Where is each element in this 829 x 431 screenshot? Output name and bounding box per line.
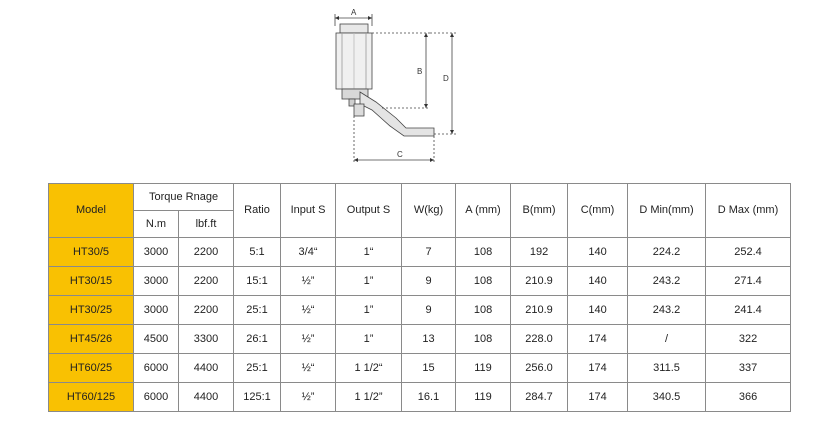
d-max-cell: 252.4 [706, 238, 791, 267]
torque-nm-cell: 4500 [134, 325, 179, 354]
wrench-diagram [320, 4, 470, 174]
output-cell: 1” [336, 325, 402, 354]
torque-nm-cell: 3000 [134, 238, 179, 267]
torque-nm-cell: 3000 [134, 267, 179, 296]
b-cell: 228.0 [511, 325, 568, 354]
header-weight: W(kg) [402, 184, 456, 238]
input-cell: ½“ [281, 296, 336, 325]
table-row [49, 296, 791, 325]
input-cell: ½” [281, 383, 336, 412]
header-model: Model [49, 184, 134, 238]
d-max-cell: 322 [706, 325, 791, 354]
input-cell: ½” [281, 325, 336, 354]
torque-lbf-cell: 2200 [179, 296, 234, 325]
torque-lbf-cell: 4400 [179, 383, 234, 412]
header-ratio: Ratio [234, 184, 281, 238]
c-cell: 140 [568, 238, 628, 267]
torque-lbf-cell: 3300 [179, 325, 234, 354]
ratio-cell: 26:1 [234, 325, 281, 354]
c-cell: 174 [568, 325, 628, 354]
b-cell: 210.9 [511, 267, 568, 296]
output-square [354, 104, 364, 116]
d-max-cell: 337 [706, 354, 791, 383]
b-cell: 210.9 [511, 296, 568, 325]
d-max-cell: 366 [706, 383, 791, 412]
table-row [49, 238, 791, 267]
ratio-cell: 125:1 [234, 383, 281, 412]
torque-nm-cell: 6000 [134, 383, 179, 412]
a-cell: 119 [456, 354, 511, 383]
header-torque-nm: N.m [134, 211, 179, 238]
output-cell: 1” [336, 296, 402, 325]
d-min-cell: 340.5 [628, 383, 706, 412]
input-cell: ½“ [281, 354, 336, 383]
header-c: C(mm) [568, 184, 628, 238]
table-row [49, 383, 791, 412]
dim-d-label: D [443, 74, 449, 83]
torque-lbf-cell: 2200 [179, 267, 234, 296]
weight-cell: 9 [402, 296, 456, 325]
torque-nm-cell: 3000 [134, 296, 179, 325]
dim-b-label: B [417, 67, 423, 76]
model-cell: HT30/15 [49, 267, 134, 296]
model-cell: HT60/25 [49, 354, 134, 383]
table-row [49, 267, 791, 296]
d-min-cell: 243.2 [628, 267, 706, 296]
tool-cap [340, 24, 368, 33]
model-cell: HT30/25 [49, 296, 134, 325]
weight-cell: 15 [402, 354, 456, 383]
torque-lbf-cell: 2200 [179, 238, 234, 267]
header-torque-lbf: lbf.ft [179, 211, 234, 238]
d-min-cell: / [628, 325, 706, 354]
c-cell: 174 [568, 354, 628, 383]
table-row [49, 354, 791, 383]
header-a: A (mm) [456, 184, 511, 238]
header-d-max: D Max (mm) [706, 184, 791, 238]
model-cell: HT45/26 [49, 325, 134, 354]
output-cell: 1 1/2“ [336, 354, 402, 383]
ratio-cell: 5:1 [234, 238, 281, 267]
d-max-cell: 271.4 [706, 267, 791, 296]
a-cell: 108 [456, 238, 511, 267]
dim-c-label: C [397, 150, 403, 159]
model-cell: HT30/5 [49, 238, 134, 267]
ratio-cell: 25:1 [234, 296, 281, 325]
weight-cell: 7 [402, 238, 456, 267]
table-row [49, 325, 791, 354]
a-cell: 108 [456, 267, 511, 296]
c-cell: 174 [568, 383, 628, 412]
b-cell: 284.7 [511, 383, 568, 412]
c-cell: 140 [568, 267, 628, 296]
input-cell: 3/4“ [281, 238, 336, 267]
torque-nm-cell: 6000 [134, 354, 179, 383]
b-cell: 192 [511, 238, 568, 267]
torque-lbf-cell: 4400 [179, 354, 234, 383]
header-torque-range: Torque Rnage [134, 184, 234, 211]
d-min-cell: 243.2 [628, 296, 706, 325]
dimension-drawing [320, 4, 470, 174]
specification-table [48, 183, 791, 412]
header-input: Input S [281, 184, 336, 238]
output-cell: 1“ [336, 238, 402, 267]
d-max-cell: 241.4 [706, 296, 791, 325]
ratio-cell: 25:1 [234, 354, 281, 383]
header-output: Output S [336, 184, 402, 238]
ratio-cell: 15:1 [234, 267, 281, 296]
model-cell: HT60/125 [49, 383, 134, 412]
weight-cell: 9 [402, 267, 456, 296]
header-d-min: D Min(mm) [628, 184, 706, 238]
d-min-cell: 224.2 [628, 238, 706, 267]
weight-cell: 13 [402, 325, 456, 354]
b-cell: 256.0 [511, 354, 568, 383]
reaction-arm [360, 92, 434, 136]
a-cell: 108 [456, 325, 511, 354]
output-cell: 1 1/2” [336, 383, 402, 412]
c-cell: 140 [568, 296, 628, 325]
table-body [49, 238, 791, 412]
header-b: B(mm) [511, 184, 568, 238]
dim-a-label: A [351, 8, 357, 17]
input-cell: ½” [281, 267, 336, 296]
output-cell: 1” [336, 267, 402, 296]
weight-cell: 16.1 [402, 383, 456, 412]
d-min-cell: 311.5 [628, 354, 706, 383]
a-cell: 108 [456, 296, 511, 325]
a-cell: 119 [456, 383, 511, 412]
